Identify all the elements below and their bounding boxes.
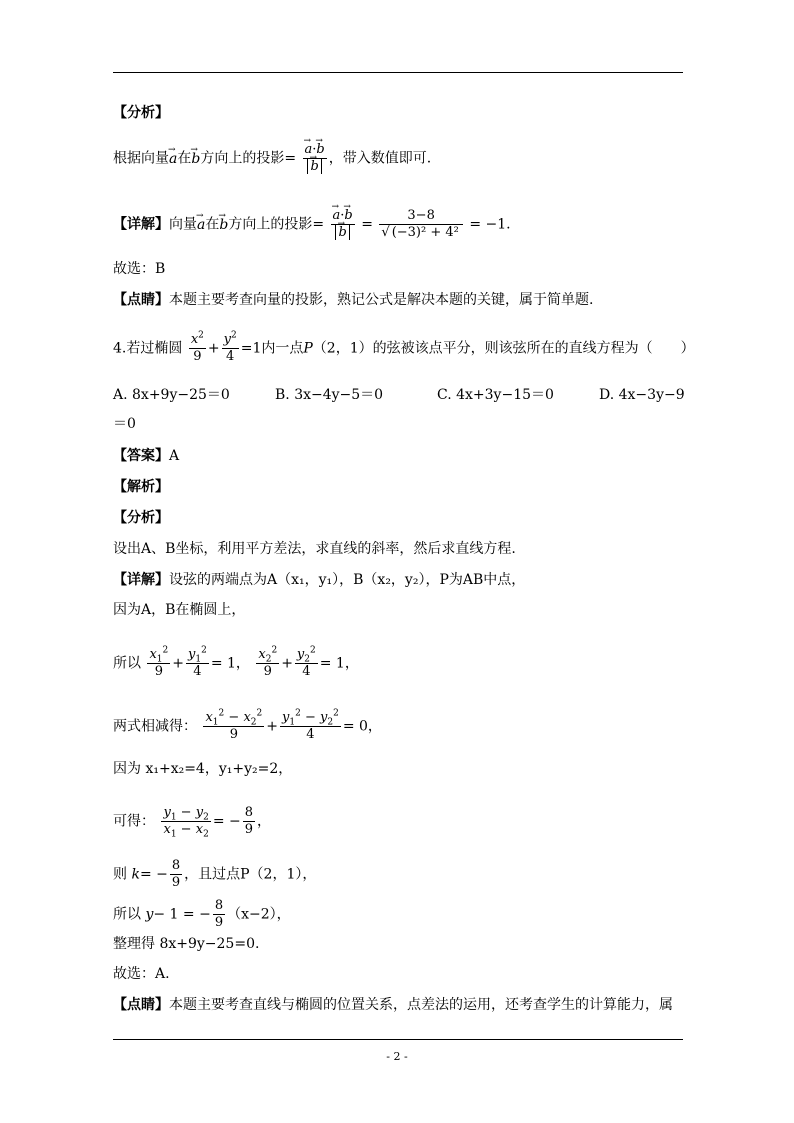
option-d: D. 4x−3y−9 [599,387,685,403]
comment-text-2: 本题主要考查直线与椭圆的位置关系，点差法的运用，还考查学生的计算能力，属 [169,997,673,1013]
line7-prefix: 则 [113,866,127,883]
detail-text-b: 在 [205,216,220,233]
analysis-text-d: ，带入数值即可. [328,150,432,167]
options-row [113,385,685,405]
analysis-text-b: 在 [177,150,192,167]
point-p-label: P [303,340,313,357]
question4-stem: 4.若过椭圆 $\frac{x^2}{9}$ + $\frac{y^2}{4}$ =1内一点P（2，1）的弦被该点平分，则该弦所在的直线方程为（ ） [113,330,695,364]
vector-a: → a [169,149,177,169]
ellipse-frac-y: $\frac{y^2}{4}$ [223,330,237,364]
analysis-formula-line [113,142,685,175]
analysis-header-1: 【分析】 [113,105,169,121]
solution-line-4: 两式相减得： $\frac{x_1^2 - x_2^2}{9}$ + $\frac{y_1^2 - y_2^2}{4}$ = 0， [113,708,382,742]
footer-rule [113,1039,683,1040]
solution-line-10: 故选：A. [113,966,170,982]
line7-suffix: ，且过点P（2，1）， [184,866,317,883]
detail-line-1 [113,570,685,590]
solution-line-6: 可得： $\frac{y_1 - y_2}{x_1 - x_2}$ = − $\frac{8}{9}$ ， [113,805,272,840]
option-a: A. 8x+9y−25＝0 [113,387,230,403]
detail-text-a: 向量 [169,216,197,233]
vector-b: → b [191,149,200,169]
line8-prefix: 所以 [113,906,141,923]
stem-c: （2，1）的弦被该点平分，则该弦所在的直线方程为（ ） [312,340,695,357]
detail-text-1: 设弦的两端点为A（x₁，y₁），B（x₂，y₂），P为AB中点， [169,572,526,588]
solution-line-7: 则 k= − $\frac{8}{9}$ ，且过点P（2，1）， [113,858,317,890]
page-number: - 2 - [386,1050,408,1063]
stem-a: 4.若过椭圆 [113,340,183,357]
analysis-header-2: 【分析】 [113,510,169,526]
comment-header-1: 【点睛】 [113,292,169,308]
solution-line-3: 所以 $\frac{x_1^2}{9}$ + $\frac{y_1^2}{4}$ = 1， $\frac{x_2^2}{9}$ + $\frac{y_2^2}{4}$ = 1， [113,645,359,679]
analysis-text-2: 设出A、B坐标，利用平方差法，求直线的斜率，然后求直线方程. [113,541,516,557]
solution-line-9: 整理得 8x+9y−25=0. [113,936,260,952]
detail-header-2: 【详解】 [113,572,169,588]
stem-b: =1内一点 [240,340,304,357]
answer-line [113,446,685,466]
detail-formula-line: 【详解】向量→ a在→ b方向上的投影= → a·→ b → b = $\frac{3-8}{\text{√ (−3)² + 4²}}$ = −1. [113,208,685,241]
line4-prefix: 两式相减得： [113,718,197,735]
detail-fraction-1: → a·→ b → b [331,208,355,241]
answer-header: 【答案】 [113,448,169,464]
line8-suffix: （x−2）， [227,906,291,923]
comment-header-2: 【点睛】 [113,997,169,1013]
answer-value: A [169,448,180,464]
comment-line-2 [113,995,685,1015]
detail-text-c: 方向上的投影= [228,216,325,233]
comment-line-1 [113,290,685,310]
solution-line-2: 因为A，B在椭圆上， [113,602,246,618]
line3-prefix: 所以 [113,655,141,672]
detail-header-1: 【详解】 [113,216,169,233]
solution-line-8: 所以 y− 1 = − $\frac{8}{9}$ （x−2）， [113,898,291,930]
detail-result: = −1. [469,216,511,233]
solution-line-5: 因为 x₁+x₂=4，y₁+y₂=2， [113,761,293,777]
line6-prefix: 可得： [113,813,155,830]
jiexi-header: 【解析】 [113,479,169,495]
choice-line-1: 故选：B [113,261,166,277]
analysis-text-c: 方向上的投影= [200,150,297,167]
option-b: B. 3x−4y−5＝0 [275,387,384,403]
comment-text-1: 本题主要考查向量的投影，熟记公式是解决本题的关键，属于简单题. [169,292,594,308]
analysis-text-a: 根据向量 [113,150,169,167]
option-c: C. 4x+3y−15＝0 [437,387,554,403]
ellipse-frac-x: $\frac{x^2}{9}$ [190,330,204,364]
detail-fraction-2: $\frac{3-8}{\text{√ (−3)² + 4²}}$ [379,208,462,241]
option-wrap: ＝0 [113,416,136,432]
header-rule [113,72,683,73]
projection-fraction: → a·→ b → b [303,142,327,175]
